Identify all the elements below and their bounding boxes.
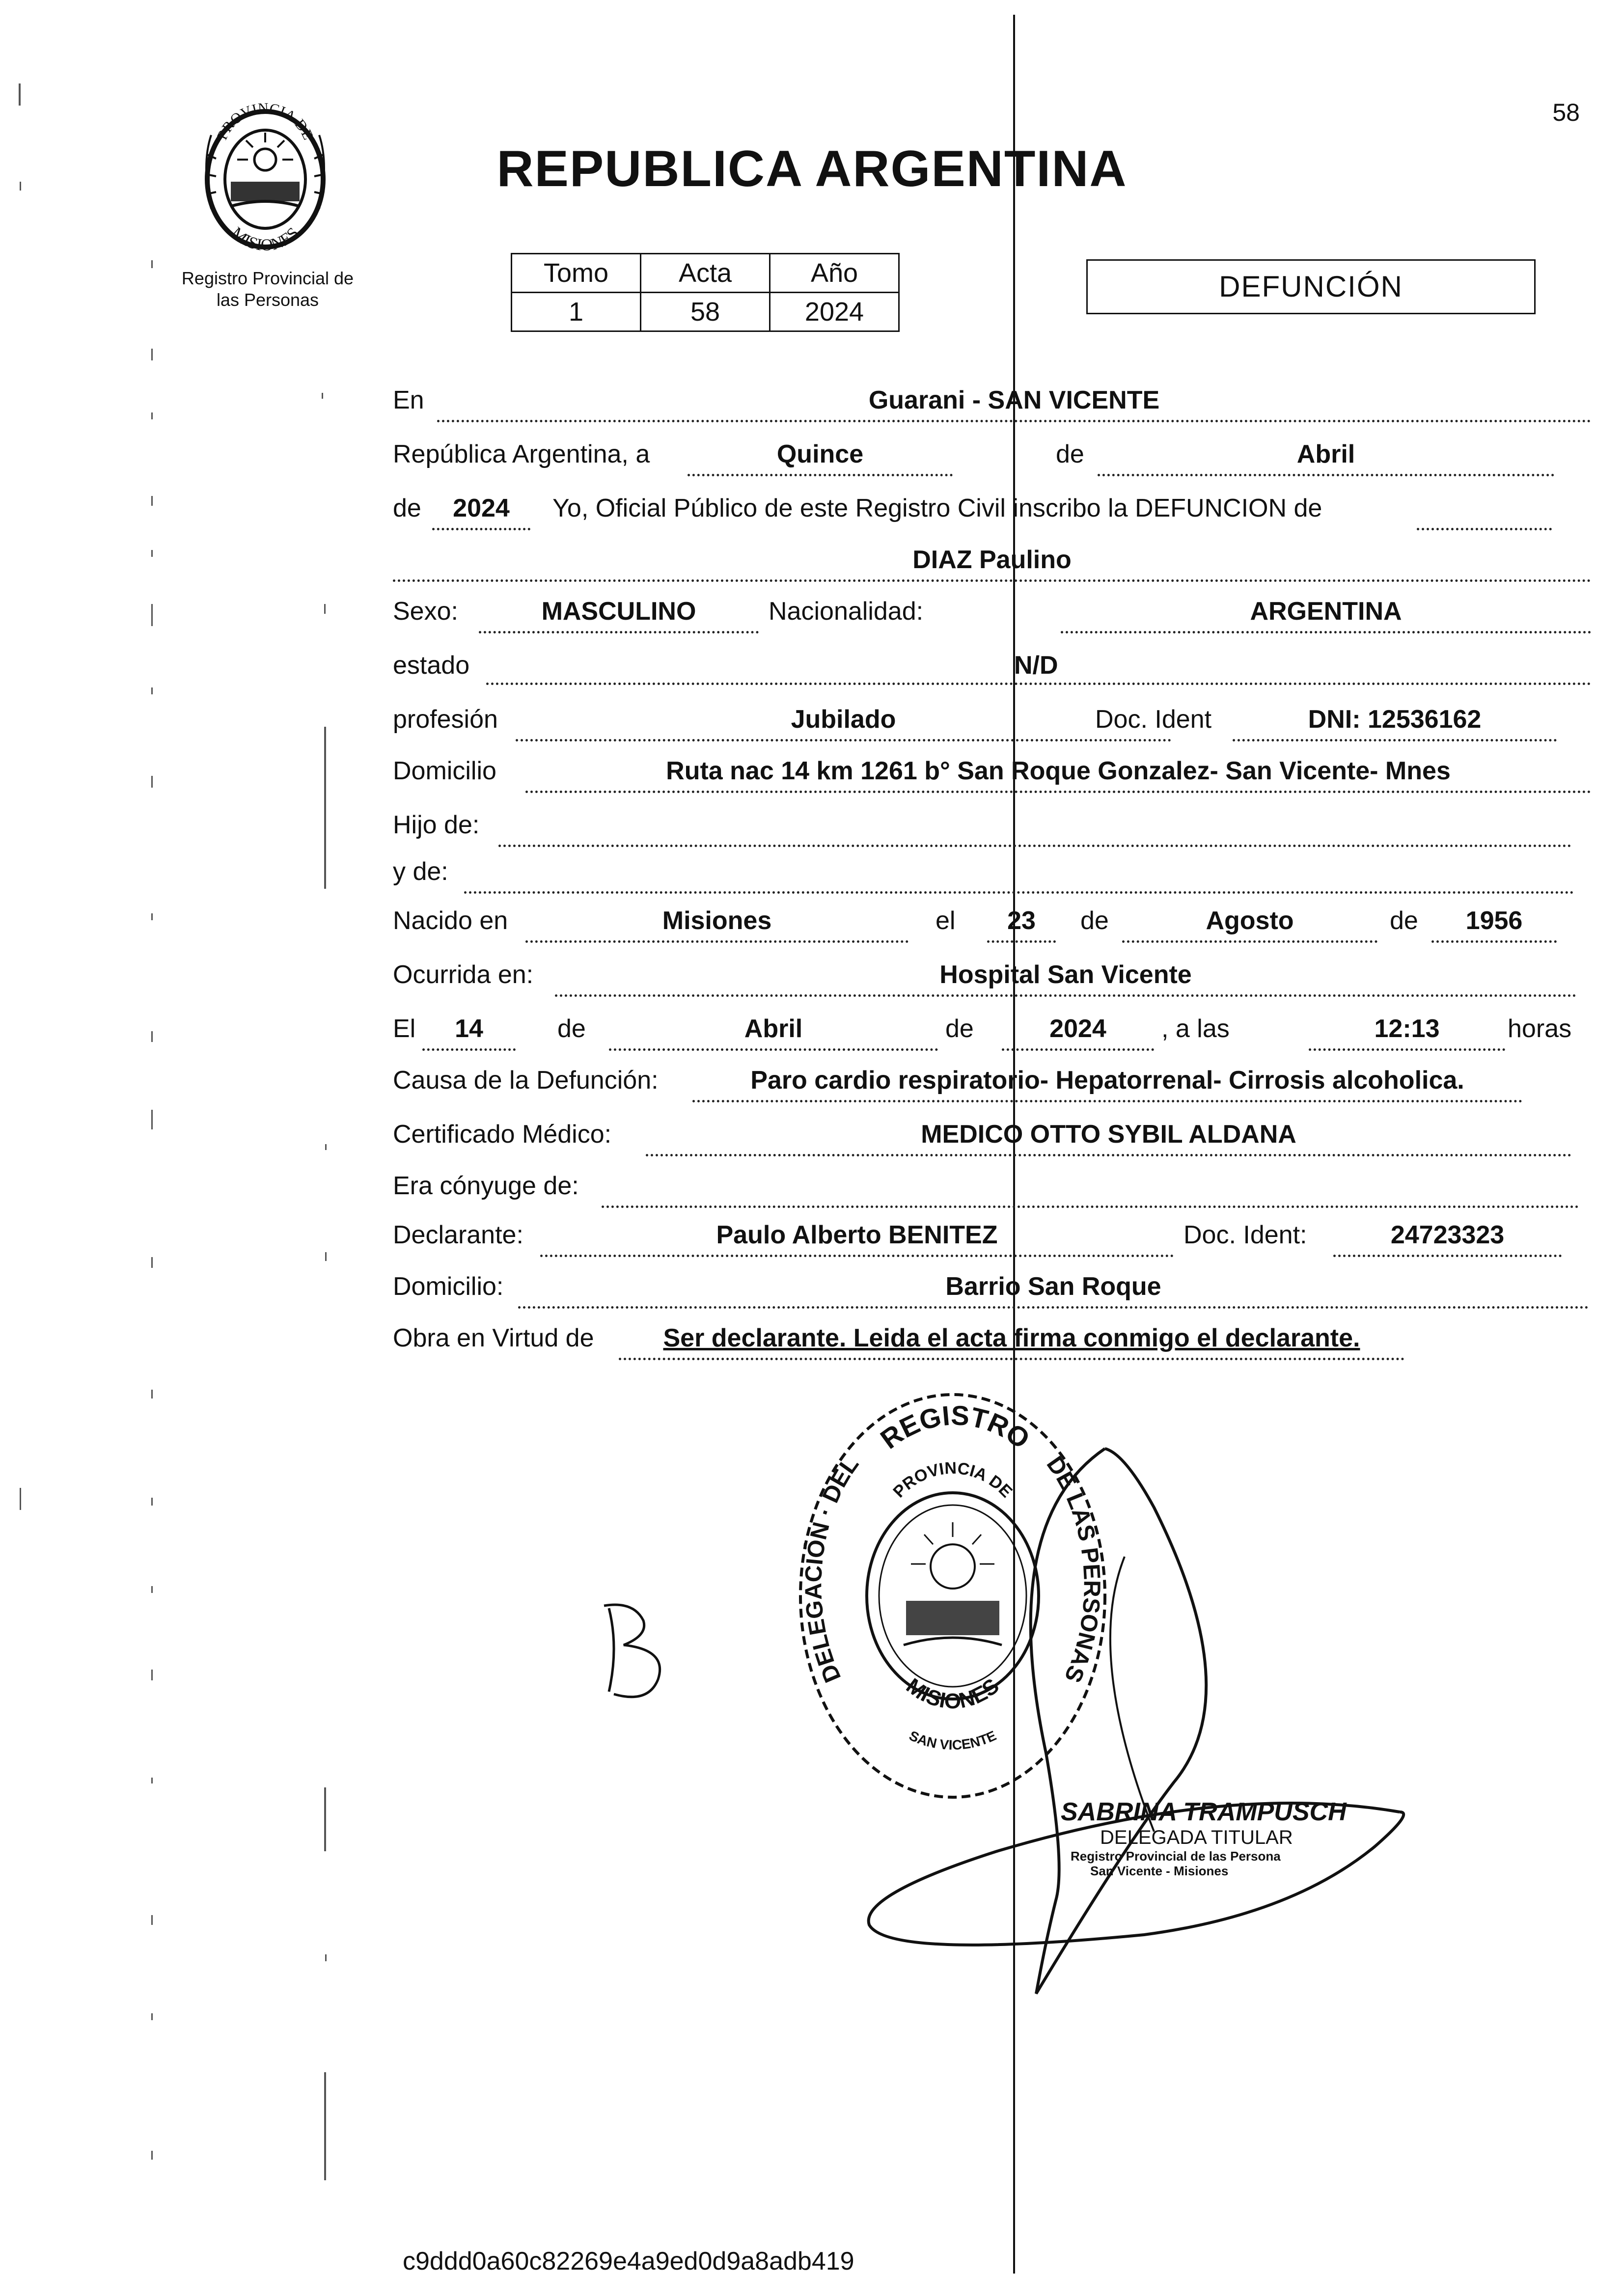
field-estado: N/D [486,651,1591,685]
row-ocurrida-en [393,960,1596,1004]
record-reference-table [511,253,900,332]
label-domicilio: Domicilio [393,757,496,785]
label-republica: República Argentina, a [393,440,650,468]
label-y-de: y de: [393,857,448,886]
field-ocurrida-en: Hospital San Vicente [555,960,1576,997]
field-nac-dia: 23 [987,906,1056,943]
label-de: de [557,1015,586,1043]
signature-block [1061,1797,1404,1878]
field-def-mes: Abril [609,1014,938,1051]
field-declarante: Paulo Alberto BENITEZ [540,1220,1174,1257]
tomo-header: Tomo [512,254,641,293]
document-hash: c9ddd0a60c82269e4a9ed0d9a8adb419 [403,2247,854,2276]
field-nombre: DIAZ Paulino [393,545,1591,582]
document-title: REPUBLICA ARGENTINA [496,140,1128,197]
row-domicilio-declarante [393,1272,1596,1316]
row-domicilio [393,756,1596,800]
row-sexo [393,597,1596,641]
label-estado: estado [393,651,470,680]
field-def-anio: 2024 [1002,1014,1154,1051]
page-number: 58 [1552,99,1580,126]
svg-text:REGISTRO: REGISTRO [875,1399,1036,1455]
field-y-de [464,857,1574,894]
label-sexo: Sexo: [393,597,458,626]
margin-specks [0,0,393,2276]
label-doc-ident: Doc. Ident [1095,705,1212,734]
label-de: de [1080,906,1109,935]
label-horas: horas [1508,1015,1572,1043]
label-doc-ident-declarante: Doc. Ident: [1184,1221,1307,1249]
label-de: de [945,1015,974,1043]
svg-text:MISIONES: MISIONES [902,1673,1004,1713]
label-domicilio-declarante: Domicilio: [393,1272,504,1301]
row-anio-inscripcion [393,494,1596,538]
row-fecha-inscripcion [393,439,1596,484]
label-nacido-en: Nacido en [393,906,508,935]
row-lugar [393,385,1596,430]
row-causa [393,1066,1596,1110]
field-lugar: Guarani - SAN VICENTE [437,385,1591,422]
field-certificado: MEDICO OTTO SYBIL ALDANA [646,1120,1571,1156]
row-obra [393,1323,1596,1368]
field-nac-mes: Agosto [1122,906,1377,943]
label-de: de [393,494,421,522]
field-causa: Paro cardio respiratorio- Hepatorrenal- Cirrosis alcoholica. [692,1066,1522,1102]
field-anio-inscripcion: 2024 [432,494,530,530]
field-doc-declarante: 24723323 [1333,1220,1562,1257]
record-type-box: DEFUNCIÓN [1086,259,1536,314]
svg-text:DE LAS PERSONAS: DE LAS PERSONAS [1041,1452,1105,1686]
anio-header: Año [770,254,899,293]
field-def-dia: 14 [422,1014,516,1051]
field-conyuge [602,1171,1579,1208]
label-certificado: Certificado Médico: [393,1120,612,1149]
label-conyuge: Era cónyuge de: [393,1172,579,1200]
label-ocurrida-en: Ocurrida en: [393,960,534,989]
field-obra: Ser declarante. Leida el acta firma conmigo el declarante. [619,1323,1404,1360]
field-hora: 12:13 [1309,1014,1505,1051]
anio-value: 2024 [770,293,899,331]
field-nacido-en: Misiones [525,906,908,943]
row-nacimiento [393,906,1596,950]
label-en: En [393,386,424,414]
row-estado [393,651,1596,695]
row-nombre [393,545,1596,589]
label-el-cap: El [393,1015,416,1043]
tomo-value: 1 [512,293,641,331]
field-mes-inscripcion: Abril [1098,439,1554,476]
label-de: de [1056,440,1084,468]
row-declarante [393,1220,1596,1264]
row-hijo-de [393,810,1596,854]
field-blank [1417,494,1552,530]
field-profesion: Jubilado [516,705,1171,741]
label-declarante: Declarante: [393,1221,523,1249]
field-nac-anio: 1956 [1431,906,1557,943]
field-nacionalidad: ARGENTINA [1061,597,1591,633]
svg-text:MISIONES: MISIONES [227,223,303,255]
row-certificado [393,1120,1596,1164]
label-causa: Causa de la Defunción: [393,1066,659,1095]
signer-role: DELEGADA TITULAR [1100,1827,1293,1848]
label-obra: Obra en Virtud de [393,1324,594,1352]
row-conyuge [393,1171,1596,1215]
label-hijo-de: Hijo de: [393,811,480,839]
acta-value: 58 [641,293,770,331]
signer-name: SABRINA TRAMPUSCH [1061,1798,1347,1826]
signer-office-line2: San Vicente - Misiones [1090,1864,1229,1878]
label-el: el [936,906,956,935]
svg-text:PROVINCIA DE: PROVINCIA DE [214,101,317,142]
row-profesion [393,705,1596,749]
svg-text:SAN VICENTE: SAN VICENTE [907,1728,999,1753]
label-de: de [1390,906,1418,935]
svg-text:PROVINCIA DE: PROVINCIA DE [889,1458,1016,1502]
handwritten-signature [850,1409,1429,2053]
label-a-las: , a las [1161,1015,1230,1043]
label-yo: Yo, Oficial Público de este Registro Civil inscribo la DEFUNCION de [552,494,1322,522]
label-nacionalidad: Nacionalidad: [769,597,924,626]
field-doc: DNI: 12536162 [1233,705,1557,741]
row-fecha-defuncion [393,1014,1596,1058]
acta-header: Acta [641,254,770,293]
row-y-de [393,857,1596,901]
label-profesion: profesión [393,705,498,734]
field-domicilio-declarante: Barrio San Roque [518,1272,1589,1309]
field-hijo-de [498,810,1571,847]
field-domicilio: Ruta nac 14 km 1261 b° San Roque Gonzalez- San Vicente- Mnes [525,756,1591,793]
field-sexo: MASCULINO [479,597,759,633]
field-dia-inscripcion: Quince [688,439,953,476]
registry-name: Registro Provincial de las Personas [181,268,354,310]
signer-office-line1: Registro Provincial de las Persona [1071,1849,1281,1864]
handwritten-initial-mark [589,1596,673,1704]
svg-text:DELEGACIÓN · DEL: DELEGACIÓN · DEL [800,1452,864,1686]
